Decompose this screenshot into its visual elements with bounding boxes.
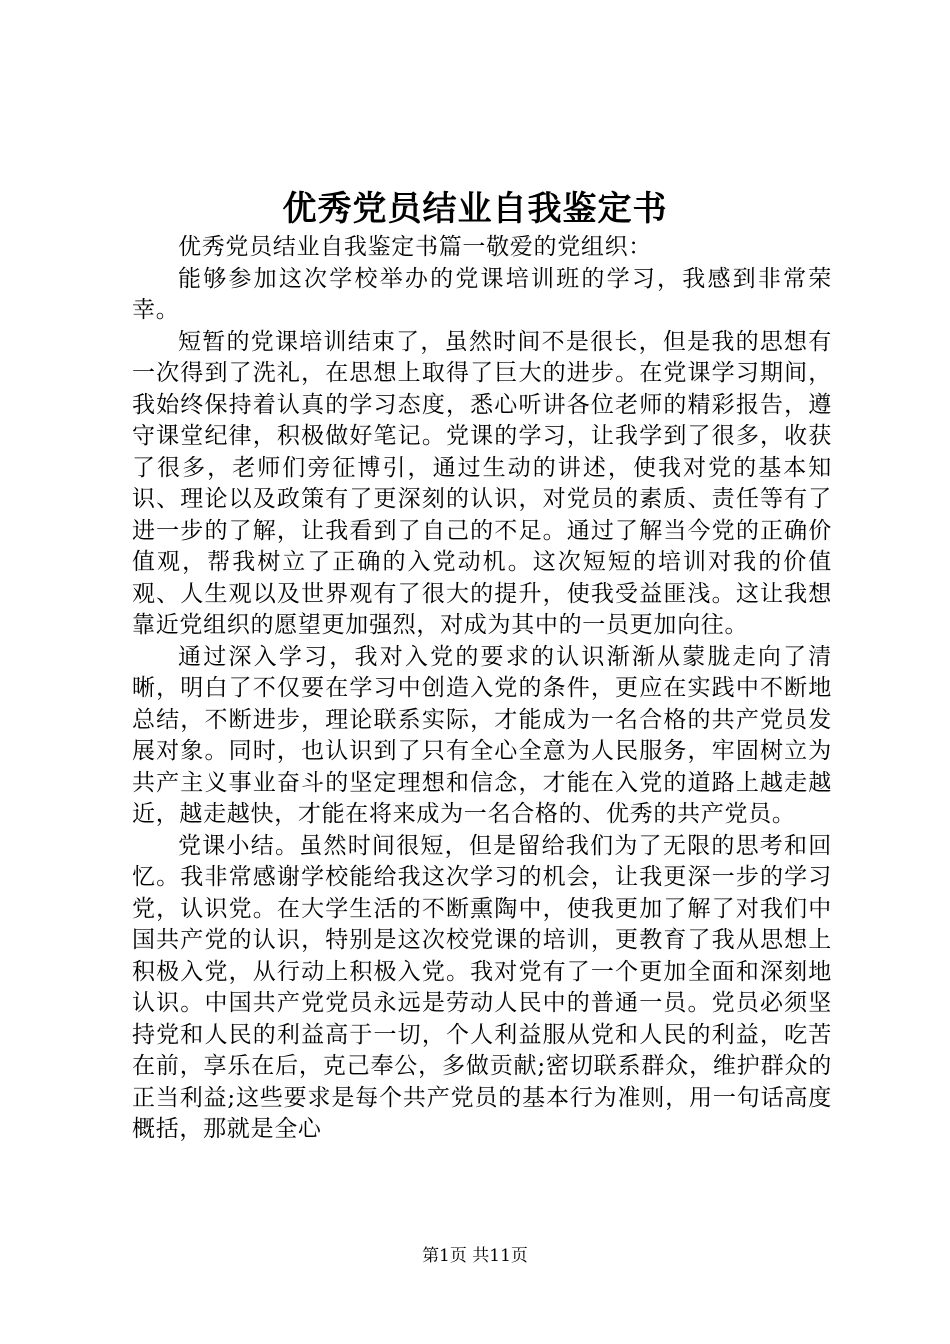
paragraph-salutation: 优秀党员结业自我鉴定书篇一敬爱的党组织： [178, 234, 652, 260]
page-number-footer: 第1页 共11页 [422, 1246, 528, 1266]
paragraph-reflection: 短暂的党课培训结束了，虽然时间不是很长，但是我的思想有一次得到了洗礼，在思想上取得了巨大的进步。在党课学习期间，我始终保持着认真的学习态度，悉心听讲各位老师的精彩报告，遵守课堂纪律，积极做好笔记。党课的学习，让我学到了很多，收获了很多，老师们旁征博引，通过生动的讲述，使我对党的基本知识、理论以及政策有了更深刻的认识，对党员的素质、责任等有了进一步的了解，让我看到了自己的不足。通过了解当今党的正确价值观，帮我树立了正确的入党动机。这次短短的培训对我的价值观、人生观以及世界观有了很大的提升，使我受益匪浅。这让我想靠近党组织的愿望更加强烈，对成为其中的一员更加向往。 [132, 328, 832, 638]
document-body [132, 232, 832, 1146]
paragraph-intro: 能够参加这次学校举办的党课培训班的学习，我感到非常荣幸。 [132, 265, 832, 323]
paragraph-summary: 党课小结。虽然时间很短，但是留给我们为了无限的思考和回忆。我非常感谢学校能给我这次学习的机会，让我更深一步的学习党，认识党。在大学生活的不断熏陶中，使我更加了解了对我们中国共产党的认识，特别是这次校党课的培训，更教育了我从思想上积极入党，从行动上积极入党。我对党有了一个更加全面和深刻地认识。中国共产党党员永远是劳动人民中的普通一员。党员必须坚持党和人民的利益高于一切，个人利益服从党和人民的利益，吃苦在前，享乐在后，克己奉公，多做贡献;密切联系群众，维护群众的正当利益;这些要求是每个共产党员的基本行为准则，用一句话高度概括，那就是全心 [132, 832, 832, 1142]
document-title: 优秀党员结业自我鉴定书 [282, 189, 668, 229]
paragraph-understanding: 通过深入学习，我对入党的要求的认识渐渐从蒙胧走向了清晰，明白了不仅要在学习中创造入党的条件，更应在实践中不断地总结，不断进步，理论联系实际，才能成为一名合格的共产党员发展对象。同时，也认识到了只有全心全意为人民服务，牢固树立为共产主义事业奋斗的坚定理想和信念，才能在入党的道路上越走越近，越走越快，才能在将来成为一名合格的、优秀的共产党员。 [132, 643, 832, 827]
